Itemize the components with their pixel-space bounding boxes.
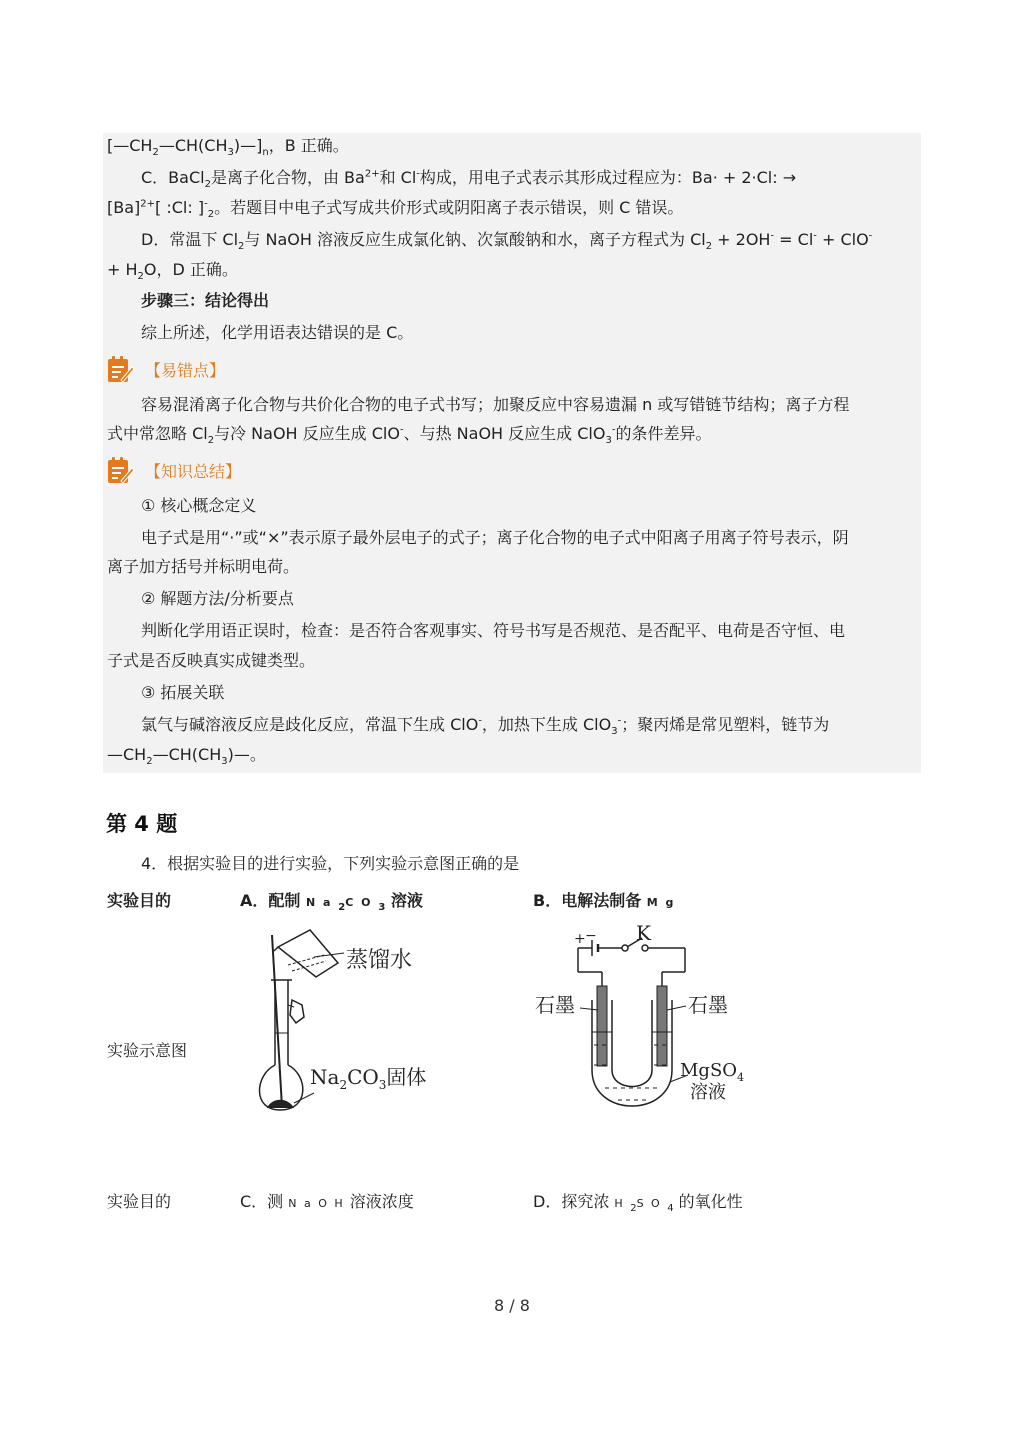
right-graphite-label: 石墨 xyxy=(688,993,728,1017)
pitfall-line-2: 式中常忽略 $Cl_2$与冷 NaOH 反应生成 ClO-、与热 NaOH 反应生成 ClO$_3$-的条件差异。 xyxy=(107,424,712,447)
notepad-icon xyxy=(105,354,135,384)
distilled-water-label: 蒸馏水 xyxy=(346,948,413,973)
summary-text-3b: $—CH_2—CH(CH_3)—$。 xyxy=(107,745,266,768)
pitfall-line-1: 容易混淆离子化合物与共价化合物的电子式书写；加聚反应中容易遗漏 n 或写错链节结构；离子方程 xyxy=(141,395,850,414)
figure-a-volumetric-flask xyxy=(250,925,450,1120)
answer-line-5: + $H_2O$，D 正确。 xyxy=(107,260,238,283)
question-heading: 第 4 题 xyxy=(106,812,178,836)
pitfall-tag-label: 【易错点】 xyxy=(145,361,226,380)
right-graphite-electrode xyxy=(657,986,667,1066)
left-graphite-label: 石墨 xyxy=(535,993,575,1017)
switch-label: K xyxy=(636,921,651,945)
option-d-caption: D．探究浓 H $_2$S O $_4$ 的氧化性 xyxy=(533,1192,743,1215)
summary-heading-3: ③ 拓展关联 xyxy=(141,683,225,702)
step3-heading: 步骤三：结论得出 xyxy=(141,291,270,310)
row2-label: 实验目的 xyxy=(107,1192,172,1211)
stopper xyxy=(290,1000,304,1023)
option-c-caption: C．测 N a O H 溶液浓度 xyxy=(240,1192,414,1211)
figure-b-electrolysis xyxy=(530,920,760,1115)
summary-text-3a: 氯气与碱溶液反应是歧化反应，常温下生成 ClO-，加热下生成 ClO$_3$-；聚丙烯是常见塑料，链节为 xyxy=(141,715,830,738)
notepad-icon xyxy=(105,455,135,485)
plus-sign: + xyxy=(574,931,586,947)
row1-label: 实验目的 xyxy=(107,891,172,910)
answer-line-1: $[—CH_2—CH(CH_3)—]_n$，B 正确。 xyxy=(107,136,349,159)
left-graphite-electrode xyxy=(597,986,607,1066)
circuit-wire xyxy=(578,938,685,988)
sodium-carbonate-label: $Na_2CO_3$固体 xyxy=(310,1065,427,1092)
answer-line-3: $[Ba]^{2+}$[ :Cl: ]$^-_2$。若题目中电子式写成共价形式或阴阳离子表示错误，则 C 错误。 xyxy=(107,198,684,221)
summary-tag-label: 【知识总结】 xyxy=(145,462,242,481)
mgso4-label: MgSO$_4$ xyxy=(680,1060,745,1084)
summary-text-2b: 子式是否反映真实成键类型。 xyxy=(107,651,316,670)
beaker xyxy=(274,930,338,977)
option-a-caption: A．配制 N a $_2$C O $_3$ 溶液 xyxy=(240,891,423,914)
question-stem: 4．根据实验目的进行实验，下列实验示意图正确的是 xyxy=(141,854,520,873)
summary-text-2a: 判断化学用语正误时，检查：是否符合客观事实、符号书写是否规范、是否配平、电荷是否守恒、电 xyxy=(141,621,846,640)
solid-pile xyxy=(267,1100,294,1108)
conclusion-text: 综上所述，化学用语表达错误的是 C。 xyxy=(141,323,414,342)
summary-heading-1: ① 核心概念定义 xyxy=(141,496,257,515)
answer-line-4: D．常温下 $Cl_2$与 NaOH 溶液反应生成氯化钠、次氯酸钠和水，离子方程式为 $Cl_2 + 2OH^- = Cl^- + ClO^-$ xyxy=(141,230,873,253)
solution-label: 溶液 xyxy=(690,1082,726,1103)
summary-text-1b: 离子加方括号并标明电荷。 xyxy=(107,557,300,576)
page-number: 8 / 8 xyxy=(494,1296,530,1315)
minus-sign: − xyxy=(585,928,597,944)
summary-text-1a: 电子式是用“·”或“×”表示原子最外层电子的式子；离子化合物的电子式中阳离子用离子符号表示，阴 xyxy=(141,528,849,547)
glass-rod xyxy=(272,935,282,1107)
option-b-caption: B．电解法制备 M g xyxy=(533,891,676,910)
summary-heading-2: ② 解题方法/分析要点 xyxy=(141,589,294,608)
answer-line-2: C．BaCl$_2$是离子化合物，由 $Ba^{2+}$和 Cl-构成，用电子式表示其形成过程应为：Ba· + 2·Cl: → xyxy=(141,168,797,191)
diagram-row-label: 实验示意图 xyxy=(107,1041,188,1060)
